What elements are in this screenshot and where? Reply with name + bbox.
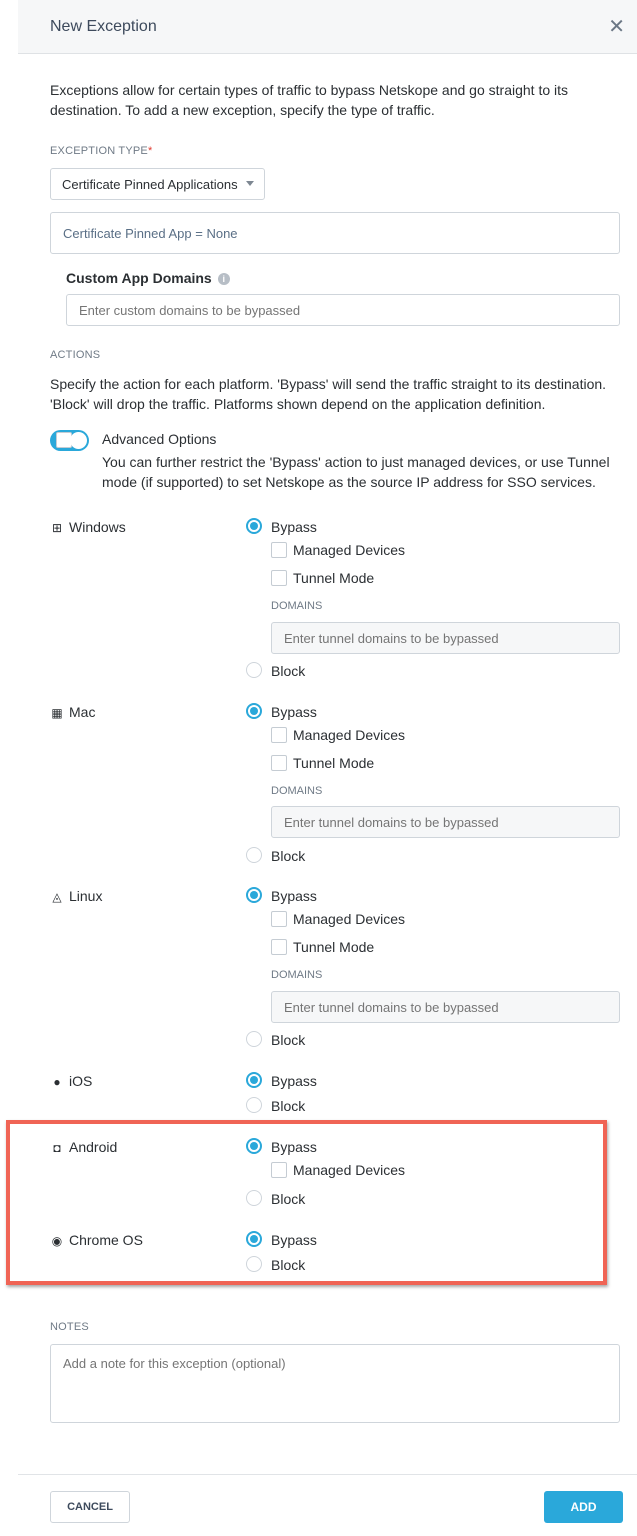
windows-managed-devices-checkbox[interactable] <box>271 542 287 558</box>
custom-app-domains-label: Custom App Domains i <box>66 270 230 286</box>
mac-managed-devices-checkbox[interactable] <box>271 727 287 743</box>
android-managed-devices-label: Managed Devices <box>293 1162 406 1178</box>
advanced-options-toggle[interactable] <box>50 430 89 451</box>
required-mark: * <box>147 145 153 157</box>
linux-block-label: Block <box>271 1032 306 1048</box>
notes-textarea[interactable] <box>50 1344 620 1423</box>
toggle-knob <box>70 432 87 449</box>
platform-chromeos: ◉ Chrome OS <box>51 1232 143 1248</box>
platform-ios: ● iOS <box>50 1073 92 1089</box>
windows-block-label: Block <box>271 663 306 679</box>
android-bypass-label: Bypass <box>271 1139 317 1155</box>
mac-icon: ▦ <box>51 706 63 720</box>
platform-windows: ⊞ Windows <box>51 519 126 535</box>
windows-bypass-radio[interactable] <box>246 518 262 534</box>
chevron-down-icon <box>246 181 254 186</box>
mac-block-radio[interactable] <box>246 847 262 863</box>
custom-domains-input[interactable] <box>66 294 620 326</box>
mac-domains-input[interactable] <box>271 806 620 838</box>
highlight-box <box>6 1120 607 1285</box>
dialog-header <box>18 0 637 54</box>
actions-description: Specify the action for each platform. 'Bypass' will send the traffic straight to its destination. 'Block' will drop the traffic. Platforms shown depend on the application definition. <box>50 376 607 412</box>
windows-managed-devices-label: Managed Devices <box>293 542 406 558</box>
add-button[interactable]: ADD <box>544 1491 623 1523</box>
linux-domains-input[interactable] <box>271 991 620 1023</box>
linux-block-radio[interactable] <box>246 1031 262 1047</box>
exception-type-label: EXCEPTION TYPE* <box>50 145 153 157</box>
actions-label: ACTIONS <box>50 349 101 361</box>
windows-tunnel-mode-label: Tunnel Mode <box>293 570 375 586</box>
windows-tunnel-mode-checkbox[interactable] <box>271 570 287 586</box>
mac-bypass-radio[interactable] <box>246 703 262 719</box>
windows-bypass-label: Bypass <box>271 519 317 535</box>
new-exception-dialog <box>18 0 637 1536</box>
windows-block-radio[interactable] <box>246 662 262 678</box>
platform-linux: ◬ Linux <box>50 888 102 904</box>
ios-block-radio[interactable] <box>246 1097 262 1113</box>
info-icon[interactable]: i <box>218 273 230 285</box>
linux-tunnel-mode-label: Tunnel Mode <box>293 939 375 955</box>
notes-label: NOTES <box>50 1321 89 1333</box>
apple-icon: ● <box>53 1075 61 1089</box>
android-block-label: Block <box>271 1191 306 1207</box>
linux-tunnel-mode-checkbox[interactable] <box>271 939 287 955</box>
linux-bypass-label: Bypass <box>271 888 317 904</box>
linux-managed-devices-label: Managed Devices <box>293 911 406 927</box>
platform-mac: ▦ Mac <box>51 704 96 720</box>
windows-icon: ⊞ <box>51 521 63 535</box>
mac-bypass-label: Bypass <box>271 704 317 720</box>
exception-summary: Certificate Pinned App = None <box>50 212 620 254</box>
mac-tunnel-mode-label: Tunnel Mode <box>293 755 375 771</box>
exception-type-value: Certificate Pinned Applications <box>62 177 238 192</box>
intro-text: Exceptions allow for certain types of traffic to bypass Netskope and go straight to its destination. To add a new exception, specify the type of traffic. <box>50 82 569 118</box>
windows-domains-input[interactable] <box>271 622 620 654</box>
mac-block-label: Block <box>271 848 306 864</box>
advanced-options-description: You can further restrict the 'Bypass' action to just managed devices, or use Tunnel mode (if supported) to set Netskope as the source IP address for SSO services. <box>102 454 610 490</box>
linux-icon: ◬ <box>52 890 62 904</box>
exception-type-select[interactable] <box>50 168 265 200</box>
chromeos-bypass-label: Bypass <box>271 1232 317 1248</box>
left-gutter <box>0 0 18 1536</box>
linux-managed-devices-checkbox[interactable] <box>271 911 287 927</box>
mac-managed-devices-label: Managed Devices <box>293 727 406 743</box>
linux-domains-label: DOMAINS <box>271 969 323 981</box>
cancel-button[interactable]: CANCEL <box>50 1491 130 1523</box>
windows-domains-label: DOMAINS <box>271 600 323 612</box>
footer-divider <box>18 1474 637 1475</box>
chromeos-block-label: Block <box>271 1257 306 1273</box>
check-icon: ✓ <box>56 432 72 448</box>
mac-tunnel-mode-checkbox[interactable] <box>271 755 287 771</box>
linux-bypass-radio[interactable] <box>246 887 262 903</box>
chrome-icon: ◉ <box>51 1234 63 1248</box>
ios-block-label: Block <box>271 1098 306 1114</box>
android-icon: ◘ <box>53 1141 61 1155</box>
platform-android: ◘ Android <box>50 1139 117 1155</box>
advanced-options-title: Advanced Options <box>102 431 217 447</box>
ios-bypass-label: Bypass <box>271 1073 317 1089</box>
dialog-title: New Exception <box>50 18 157 35</box>
mac-domains-label: DOMAINS <box>271 785 323 797</box>
close-icon[interactable]: ✕ <box>608 16 625 38</box>
ios-bypass-radio[interactable] <box>246 1072 262 1088</box>
